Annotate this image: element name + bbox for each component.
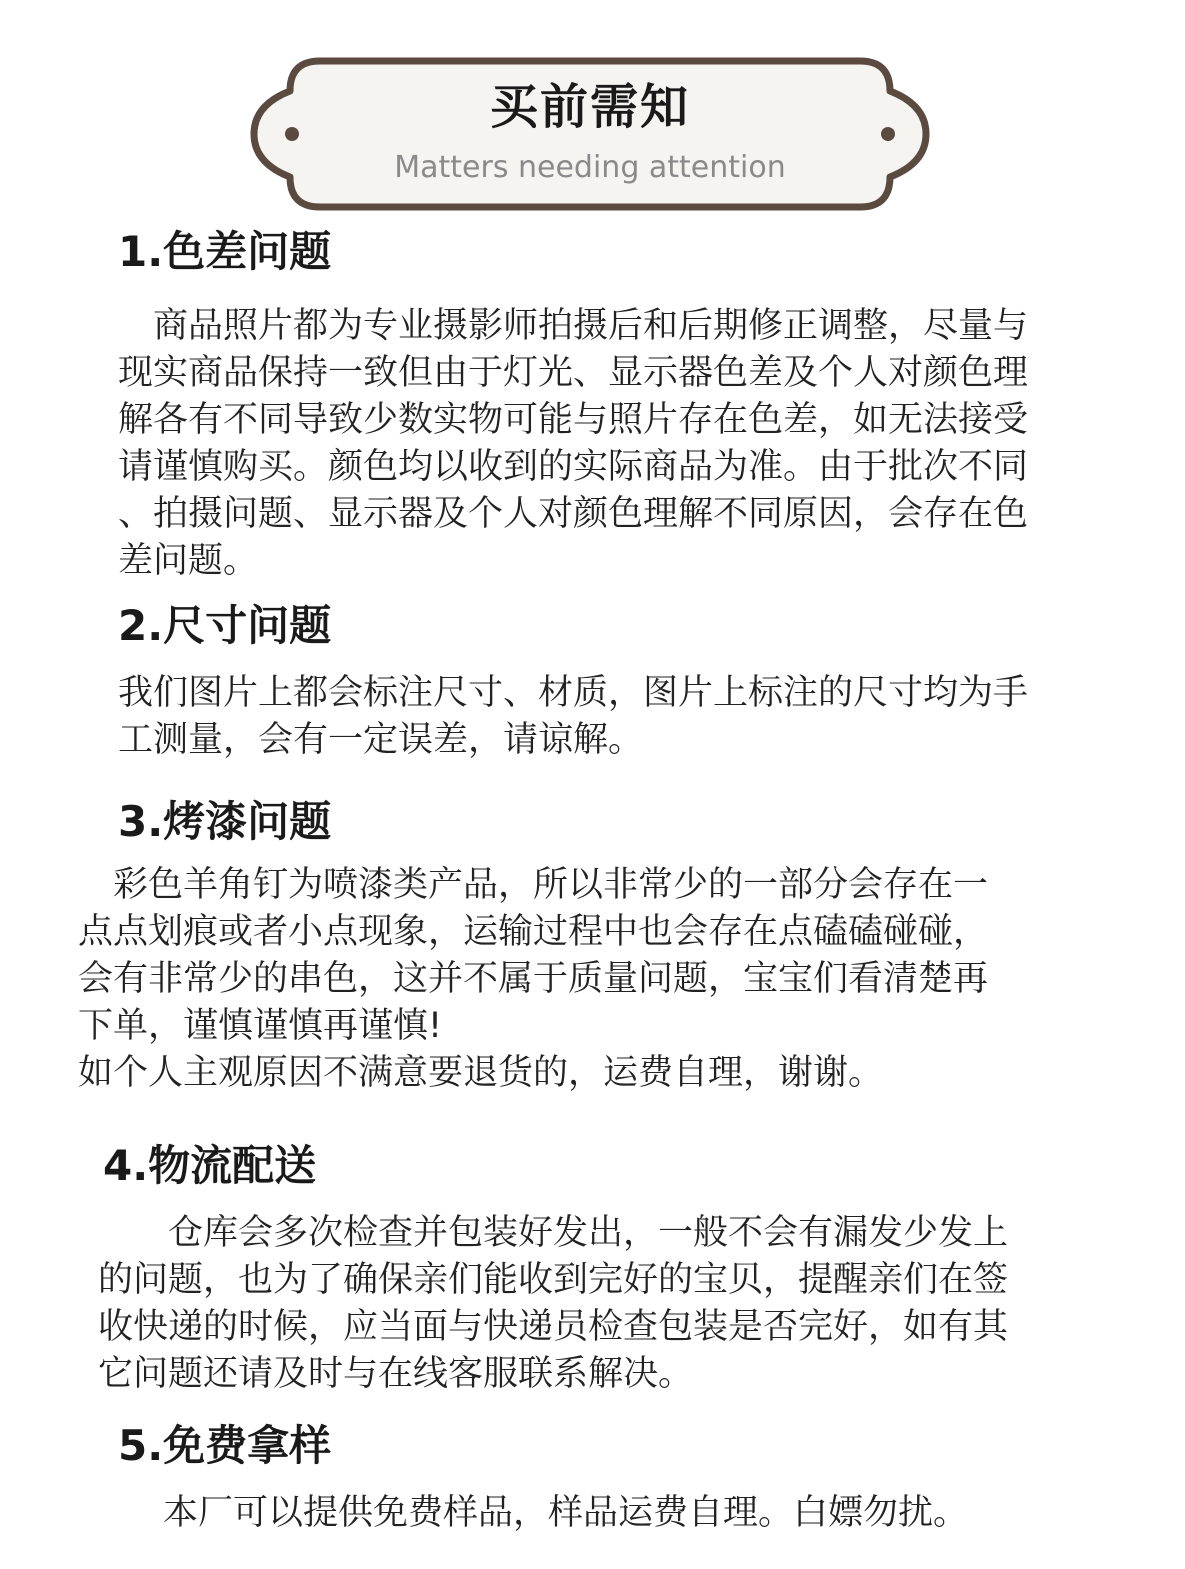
section-body-color-difference <box>118 303 1148 585</box>
page-title: 买前需知 <box>489 79 690 135</box>
body-line: 请谨慎购买。颜色均以收到的实际商品为准。由于批次不同 <box>118 447 1029 487</box>
body-line: 彩色羊角钉为喷漆类产品，所以非常少的一部分会存在一 <box>78 865 989 905</box>
body-line: 的问题，也为了确保亲们能收到完好的宝贝，提醒亲们在签 <box>98 1260 1009 1300</box>
section-body-logistics <box>98 1210 1158 1398</box>
body-line: 它问题还请及时与在线客服联系解决。 <box>98 1354 694 1394</box>
body-line: 会有非常少的串色，这并不属于质量问题，宝宝们看清楚再 <box>78 959 989 999</box>
section-body-size <box>118 670 1148 764</box>
header-plaque <box>250 55 930 213</box>
body-line: 我们图片上都会标注尺寸、材质，图片上标注的尺寸均为手 <box>118 673 1029 713</box>
body-line: 商品照片都为专业摄影师拍摄后和后期修正调整，尽量与 <box>118 306 1029 346</box>
section-title-paint: 3.烤漆问题 <box>118 797 332 846</box>
section-title-free-sample: 5.免费拿样 <box>118 1421 332 1470</box>
body-line: 收快递的时候，应当面与快递员检查包装是否完好，如有其 <box>98 1307 1009 1347</box>
body-line: 、拍摄问题、显示器及个人对颜色理解不同原因，会存在色 <box>118 494 1029 534</box>
body-line: 下单，谨慎谨慎再谨慎! <box>78 1006 443 1046</box>
section-body-free-sample <box>163 1490 1153 1537</box>
body-line: 现实商品保持一致但由于灯光、显示器色差及个人对颜色理 <box>118 353 1029 393</box>
body-line: 点点划痕或者小点现象，运输过程中也会存在点磕磕碰碰， <box>78 912 989 952</box>
body-line: 如个人主观原因不满意要退货的，运费自理，谢谢。 <box>78 1053 884 1093</box>
body-line: 差问题。 <box>118 541 259 581</box>
body-line: 仓库会多次检查并包装好发出，一般不会有漏发少发上 <box>98 1213 1009 1253</box>
page-subtitle: Matters needing attention <box>394 150 786 185</box>
body-line: 工测量，会有一定误差，请谅解。 <box>118 720 644 760</box>
section-title-size: 2.尺寸问题 <box>118 601 332 650</box>
section-body-paint <box>78 862 1158 1097</box>
body-line: 本厂可以提供免费样品，样品运费自理。白嫖勿扰。 <box>163 1493 969 1533</box>
section-title-color-difference: 1.色差问题 <box>118 227 332 276</box>
section-title-logistics: 4.物流配送 <box>103 1141 317 1190</box>
body-line: 解各有不同导致少数实物可能与照片存在色差，如无法接受 <box>118 400 1029 440</box>
